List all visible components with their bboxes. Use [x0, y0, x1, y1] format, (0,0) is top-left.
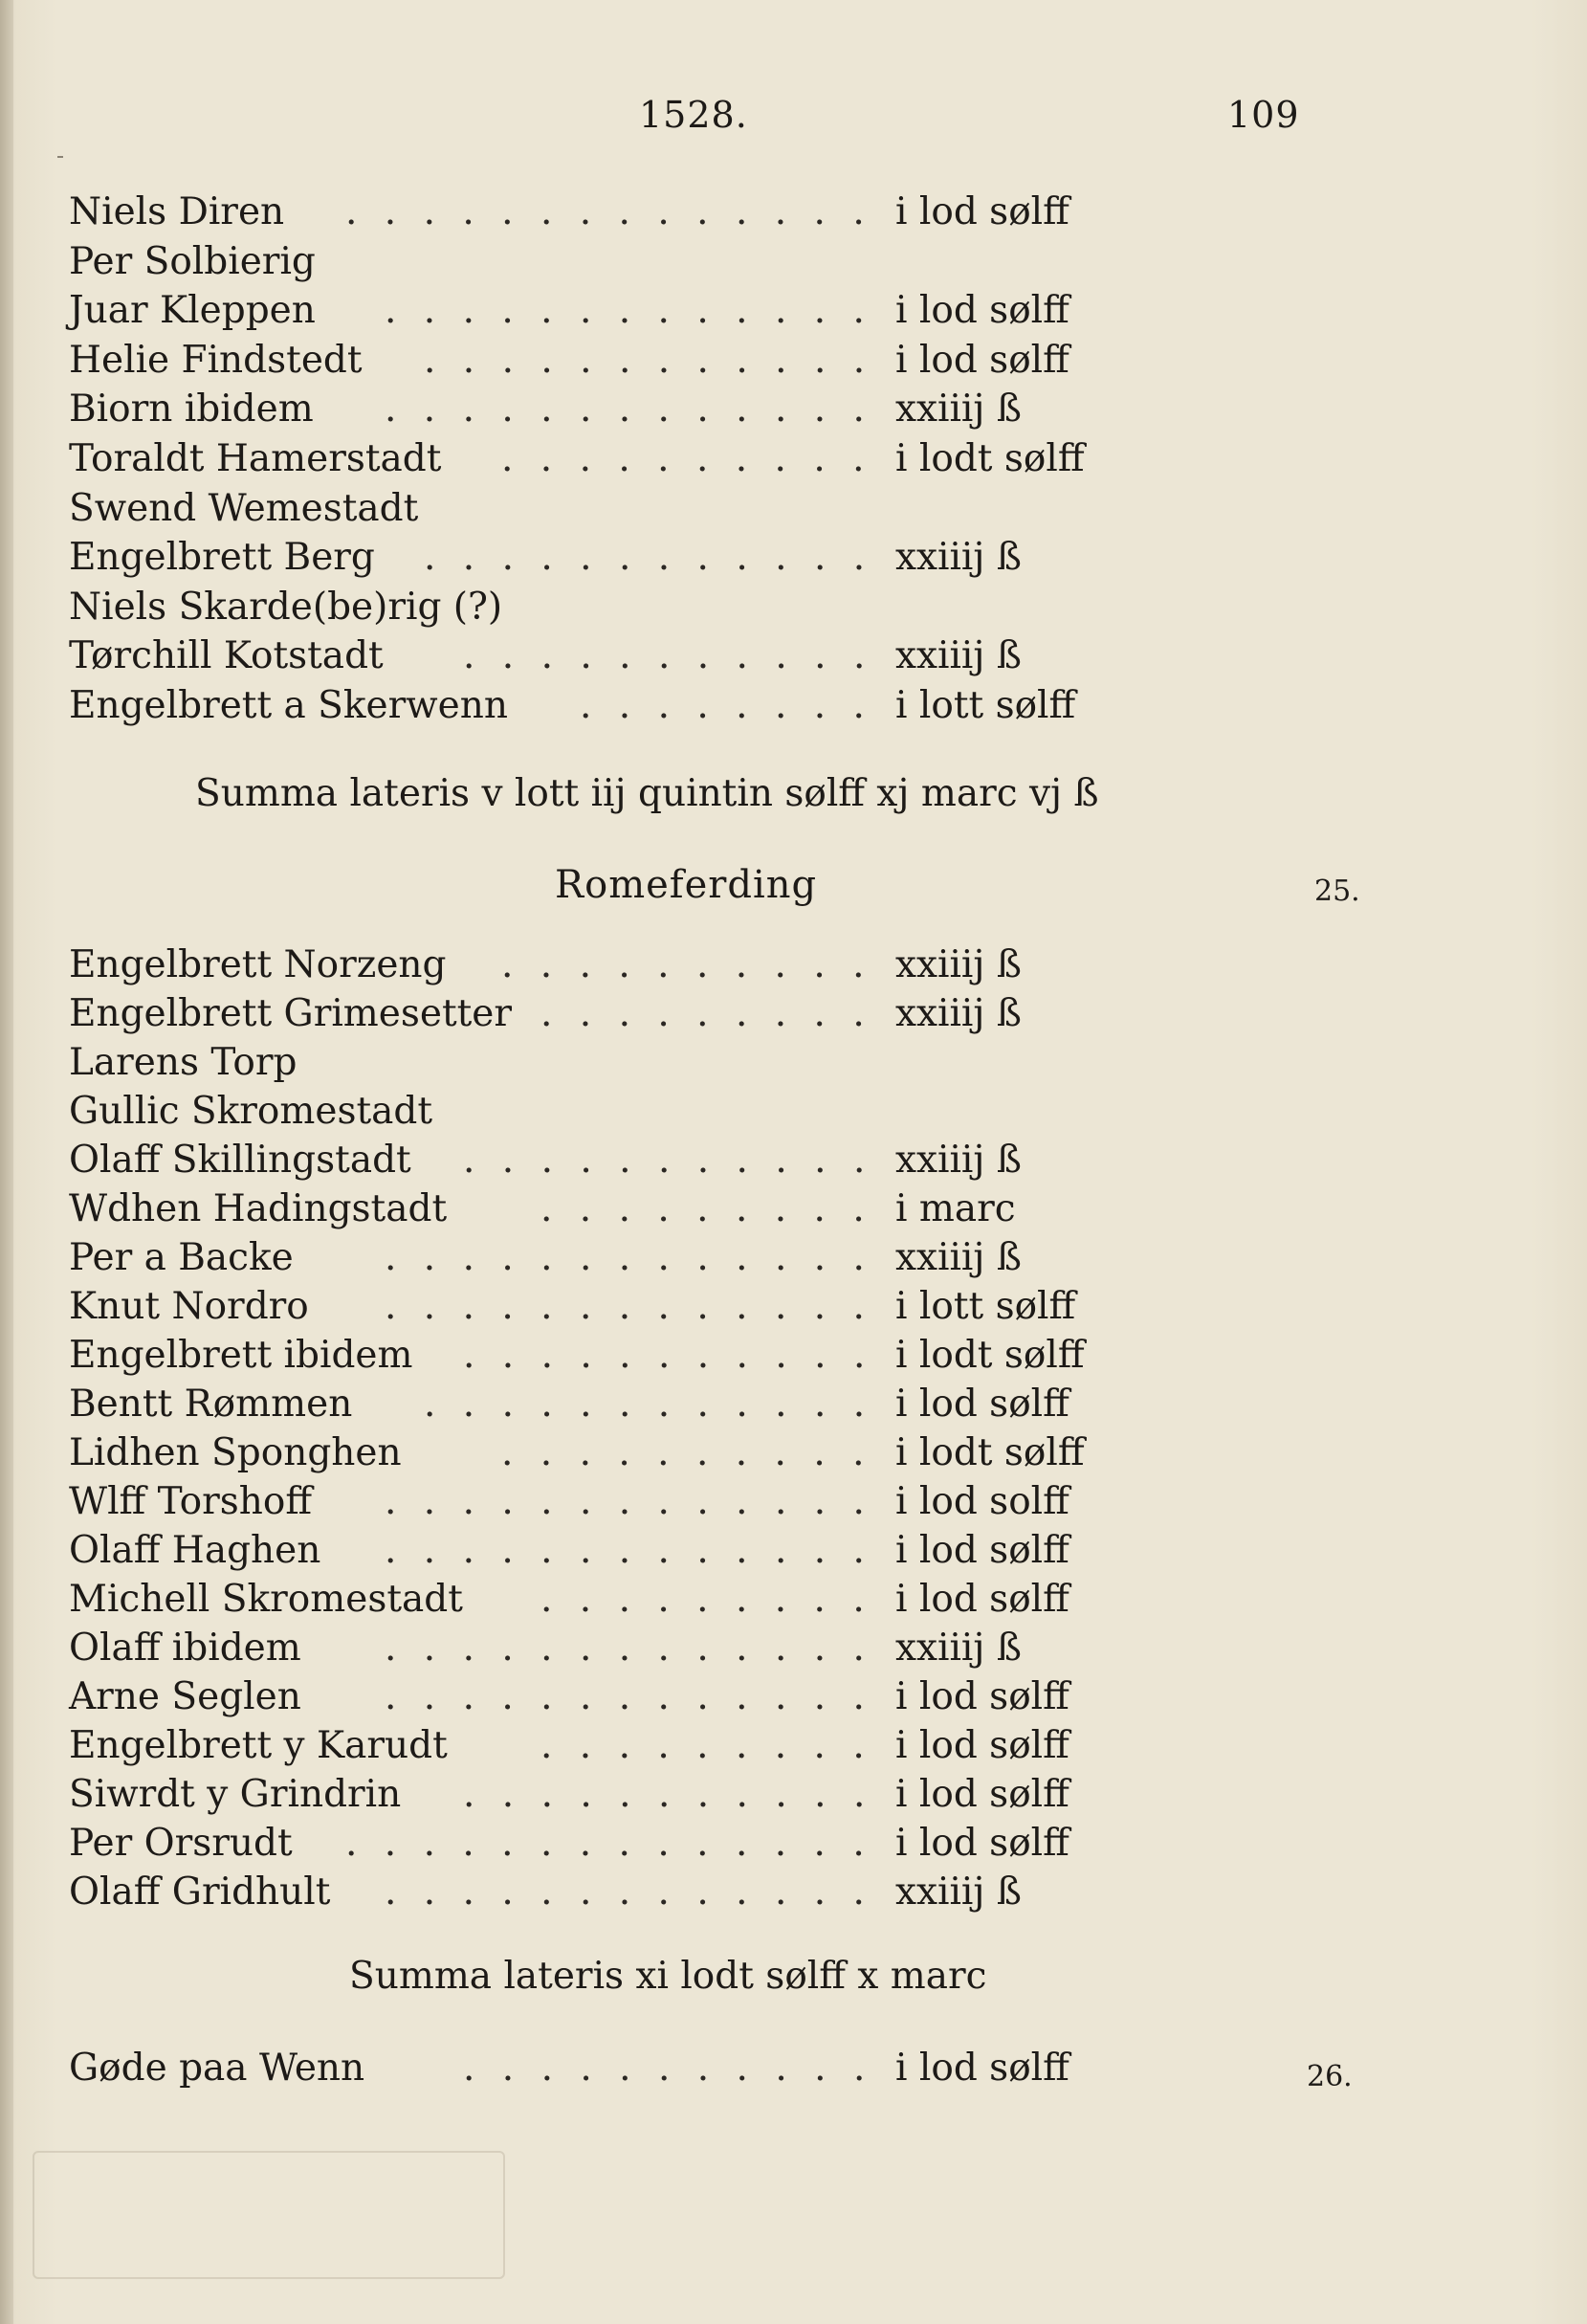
entry-name: Per Orsrudt — [69, 1822, 293, 1865]
entry-name: Wlff Torshoff — [69, 1480, 313, 1523]
entry-name: Toraldt Hamerstadt — [69, 437, 442, 480]
entry-name: Engelbrett Grimesetter — [69, 992, 513, 1035]
entry-name: Juar Kleppen — [69, 289, 316, 333]
leader-dots: . . . . . . . . . . . . — [424, 338, 873, 382]
entry-name: Arne Seglen — [69, 1675, 301, 1718]
entry-amount: xxiiij ß — [895, 1627, 1022, 1670]
leader-dots: . . . . . . . . . . . . . — [385, 1285, 872, 1328]
register-entry — [69, 286, 1121, 336]
register-entry — [69, 188, 1121, 237]
leader-dots: . . . . . . . . — [580, 684, 872, 727]
entry-amount: xxiiij ß — [895, 992, 1022, 1035]
running-head-year: 1528. — [639, 94, 748, 136]
entry-name: Per Solbierig — [69, 239, 316, 283]
leader-dots: . . . . . . . . . . . — [463, 2047, 873, 2090]
entry-amount: i lod sølff — [895, 190, 1069, 233]
register-entry — [69, 1770, 1121, 1820]
leader-dots: . . . . . . . . . . . . . — [385, 1675, 872, 1718]
leader-dots: . . . . . . . . . . . . . — [385, 1627, 872, 1670]
leader-dots: . . . . . . . . . . . . . . — [345, 1822, 872, 1865]
entry-amount: i lodt sølff — [895, 1431, 1085, 1474]
entry-amount: xxiiij ß — [895, 943, 1022, 986]
leader-dots: . . . . . . . . . . — [501, 1431, 872, 1474]
entry-name: Bentt Rømmen — [69, 1383, 353, 1426]
entry-name: Olaff Haghen — [69, 1529, 321, 1572]
register-entry — [69, 1526, 1121, 1576]
entry-name: Lidhen Sponghen — [69, 1431, 402, 1474]
register-entry — [69, 484, 1121, 534]
leader-dots: . . . . . . . . . . — [501, 437, 872, 480]
entry-amount: i lott sølff — [895, 1285, 1076, 1328]
summa-lateris-2: Summa lateris xi lodt sølff x marc — [349, 1955, 987, 1998]
entry-name: Olaff Gridhult — [69, 1870, 331, 1914]
leader-dots: . . . . . . . . . — [540, 1724, 872, 1767]
entry-name: Michell Skromestadt — [69, 1578, 463, 1621]
register-entry — [69, 1233, 1121, 1283]
entry-amount: i lod sølff — [895, 2047, 1069, 2090]
entry-name: Tørchill Kotstadt — [69, 634, 384, 678]
register-entry — [69, 1380, 1121, 1429]
register-entry — [69, 1575, 1121, 1625]
leader-dots: . . . . . . . . . — [540, 1578, 872, 1621]
register-entry — [69, 385, 1121, 434]
entry-amount: i lodt sølff — [895, 437, 1085, 480]
leader-dots: . . . . . . . . . — [540, 1187, 872, 1230]
entry-amount: i lod sølff — [895, 1578, 1069, 1621]
register-entry — [69, 1721, 1121, 1771]
register-entry — [69, 1477, 1121, 1527]
entry-name: Helie Findstedt — [69, 338, 363, 382]
entry-amount: i lodt sølff — [895, 1334, 1085, 1377]
register-entry — [69, 1624, 1121, 1673]
register-entry — [69, 1184, 1121, 1234]
leader-dots: . . . . . . . . . . — [501, 943, 872, 986]
entry-name: Niels Diren — [69, 190, 285, 233]
entry-name: Engelbrett a Skerwenn — [69, 684, 508, 727]
entry-amount: i lod sølff — [895, 1675, 1069, 1718]
entry-name: Engelbrett Norzeng — [69, 943, 447, 986]
register-entry — [69, 1136, 1121, 1185]
entry-name: Swend Wemestadt — [69, 486, 419, 530]
entry-name: Larens Torp — [69, 1041, 298, 1084]
leader-dots: . . . . . . . . . . . . . — [385, 1480, 872, 1523]
register-entry — [69, 1819, 1121, 1869]
entry-name: Gullic Skromestadt — [69, 1090, 433, 1133]
margin-number-26: 26. — [1307, 2060, 1353, 2093]
page-binding-edge — [0, 0, 13, 2324]
margin-number-25: 25. — [1314, 874, 1360, 908]
entry-name: Engelbrett ibidem — [69, 1334, 413, 1377]
entry-amount: i lott sølff — [895, 684, 1076, 727]
entry-amount: xxiiij ß — [895, 1139, 1022, 1182]
leader-dots: . . . . . . . . . . . — [463, 1334, 873, 1377]
register-entry — [69, 1331, 1121, 1381]
entry-amount: i lod sølff — [895, 1529, 1069, 1572]
register-entry — [69, 1087, 1121, 1137]
entry-name: Siwrdt y Grindrin — [69, 1773, 402, 1816]
register-entry — [69, 1038, 1121, 1088]
leader-dots: . . . . . . . . . . . . . — [385, 1870, 872, 1914]
register-entry — [69, 583, 1121, 632]
leader-dots: . . . . . . . . . . . — [463, 1139, 873, 1182]
entry-amount: i lod sølff — [895, 289, 1069, 333]
leader-dots: . . . . . . . . . . . . . — [385, 1236, 872, 1279]
entry-name: Niels Skarde(be)rig (?) — [69, 585, 503, 629]
register-entry — [69, 989, 1121, 1039]
entry-amount: xxiiij ß — [895, 1870, 1022, 1914]
entry-amount: i lod sølff — [895, 1383, 1069, 1426]
header-mark — [57, 156, 63, 158]
entry-amount: xxiiij ß — [895, 536, 1022, 580]
leader-dots: . . . . . . . . . . . . . — [385, 1529, 872, 1572]
register-entry — [69, 631, 1121, 681]
entry-amount: i lod sølff — [895, 338, 1069, 382]
leader-dots: . . . . . . . . . . . . — [424, 536, 873, 580]
summa-lateris-1: Summa lateris v lott iij quintin sølff xj marc vj ß — [195, 772, 1099, 815]
leader-dots: . . . . . . . . . . . — [463, 634, 873, 678]
register-entry — [69, 1282, 1121, 1332]
entry-name: Knut Nordro — [69, 1285, 309, 1328]
faint-stamp-mark — [33, 2151, 505, 2279]
entry-name: Engelbrett Berg — [69, 536, 375, 580]
entry-amount: i lod sølff — [895, 1773, 1069, 1816]
entry-amount: xxiiij ß — [895, 1236, 1022, 1279]
register-entry — [69, 681, 1121, 731]
entry-amount: i lod sølff — [895, 1822, 1069, 1865]
entry-name: Olaff ibidem — [69, 1627, 301, 1670]
leader-dots: . . . . . . . . . . . — [463, 1773, 873, 1816]
entry-amount: i lod sølff — [895, 1724, 1069, 1767]
entry-amount: xxiiij ß — [895, 634, 1022, 678]
register-entry — [69, 237, 1121, 287]
entry-amount: xxiiij ß — [895, 387, 1022, 432]
entry-name: Olaff Skillingstadt — [69, 1139, 411, 1182]
entry-name: Biorn ibidem — [69, 387, 314, 432]
leader-dots: . . . . . . . . . — [540, 992, 872, 1035]
register-entry — [69, 336, 1121, 386]
leader-dots: . . . . . . . . . . . . . . — [345, 190, 872, 233]
leader-dots: . . . . . . . . . . . . — [424, 1383, 873, 1426]
entry-name: Gøde paa Wenn — [69, 2047, 365, 2090]
leader-dots: . . . . . . . . . . . . . — [385, 387, 872, 432]
register-entry — [69, 1868, 1121, 1917]
page-number: 109 — [1227, 94, 1300, 136]
entry-name: Per a Backe — [69, 1236, 294, 1279]
register-entry — [69, 533, 1121, 583]
leader-dots: . . . . . . . . . . . . . — [385, 289, 872, 333]
register-entry — [69, 434, 1121, 484]
entry-amount: i lod solff — [895, 1480, 1069, 1523]
register-entry — [69, 1428, 1121, 1478]
section-heading-romeferding: Romeferding — [555, 863, 818, 907]
register-entry — [69, 941, 1121, 990]
entry-name: Wdhen Hadingstadt — [69, 1187, 448, 1230]
register-entry — [69, 2044, 1121, 2093]
entry-name: Engelbrett y Karudt — [69, 1724, 448, 1767]
register-entry — [69, 1672, 1121, 1722]
entry-amount: i marc — [895, 1187, 1016, 1230]
